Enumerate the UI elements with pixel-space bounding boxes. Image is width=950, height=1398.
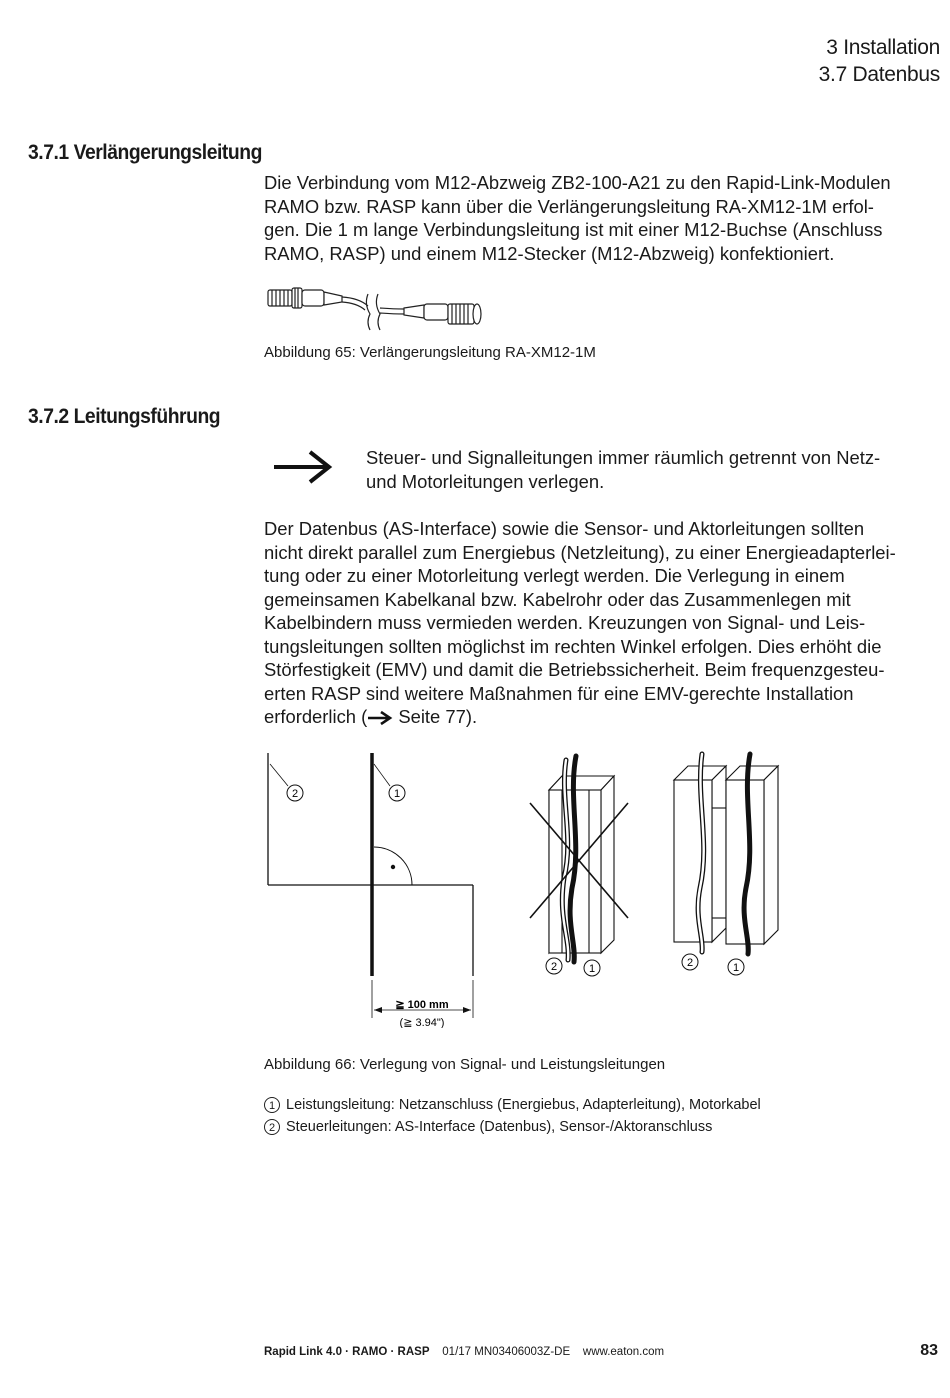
page-footer xyxy=(264,1346,664,1358)
label-2-circle-right xyxy=(682,954,698,970)
note-line: und Motorleitungen verlegen. xyxy=(366,470,605,492)
page-reference-link[interactable]: Seite 77). xyxy=(393,706,478,727)
footer-website[interactable]: www.eaton.com xyxy=(582,1346,665,1358)
legend-item-2 xyxy=(264,1117,712,1137)
paragraph-line: nicht direkt parallel zum Energiebus (Netzleitung), zu einer Energieadapterlei- xyxy=(264,541,896,563)
paragraph-line: Störfestigkeit (EMV) und damit die Betriebssicherheit. Beim frequenzgesteu- xyxy=(264,659,885,680)
paragraph-line xyxy=(264,705,940,729)
header-chapter: 3 Installation xyxy=(826,36,940,59)
paragraph-line: erten RASP sind weitere Maßnahmen für eine EMV-gerechte Installation xyxy=(264,682,854,704)
note-line: Steuer- und Signalleitungen immer räumlich getrennt von Netz- xyxy=(366,447,881,468)
label-1-circle-middle xyxy=(584,960,600,976)
svg-text:1: 1 xyxy=(393,788,401,800)
paragraph-line: RAMO, RASP) und einem M12-Stecker (M12-Abzweig) konfektioniert. xyxy=(264,242,835,264)
section-heading-3-7-1: 3.7.1 Verlängerungsleitung xyxy=(28,141,262,164)
paragraph-line: gemeinsamen Kabelkanal bzw. Kabelrohr oder das Zusammenlegen mit xyxy=(264,588,851,610)
paragraph-line: tung oder zu einer Motorleitung verlegt werden. Die Verlegung in einem xyxy=(264,565,845,586)
dimension-mm-label: ≧ 100 mm xyxy=(395,999,449,1011)
header-section: 3.7 Datenbus xyxy=(818,63,940,86)
page-reference-arrow-icon xyxy=(367,710,393,726)
label-1-circle-right xyxy=(728,959,744,975)
line-prefix: erforderlich ( xyxy=(264,706,368,727)
paragraph-line: Kabelbindern muss vermieden werden. Kreuzungen von Signal- und Leis- xyxy=(264,612,866,633)
extension-cable-illustration xyxy=(264,284,494,334)
label-2-circle-middle xyxy=(546,958,562,974)
legend-number: 2 xyxy=(264,1119,280,1135)
legend-text: Leistungsleitung: Netzanschluss (Energiebus, Adapterleitung), Motorkabel xyxy=(286,1097,761,1113)
footer-product: Rapid Link 4.0 · RAMO · RASP xyxy=(264,1346,430,1358)
paragraph-line: Die Verbindung vom M12-Abzweig ZB2-100-A21 zu den Rapid-Link-Modulen xyxy=(264,172,891,193)
section-heading-3-7-2: 3.7.2 Leitungsführung xyxy=(28,405,221,428)
footer-doc-id: 01/17 MN03406003Z-DE xyxy=(442,1346,571,1358)
label-2-circle-left xyxy=(287,785,303,801)
svg-text:2: 2 xyxy=(550,961,558,973)
svg-text:1: 1 xyxy=(732,962,740,974)
paragraph-line: tungsleitungen sollten möglichst im rechten Winkel erfolgen. Dies erhöht die xyxy=(264,635,882,657)
section-1-paragraph xyxy=(264,171,940,265)
page-number: 83 xyxy=(920,1342,938,1359)
svg-text:2: 2 xyxy=(686,957,694,969)
cable-routing-figure xyxy=(262,748,782,1028)
dimension-inch-label: (≧ 3.94") xyxy=(399,1017,445,1028)
legend-number: 1 xyxy=(264,1097,280,1113)
arrow-right-icon xyxy=(272,449,334,485)
paragraph-line: gen. Die 1 m lange Verbindungsleitung ist mit einer M12-Buchse (Anschluss xyxy=(264,219,883,240)
svg-text:1: 1 xyxy=(588,963,596,975)
label-1-circle-left xyxy=(389,785,405,801)
figure-65-caption: Abbildung 65: Verlängerungsleitung RA-XM12-1M xyxy=(264,344,596,361)
legend-item-1 xyxy=(264,1095,761,1115)
legend-text: Steuerleitungen: AS-Interface (Datenbus), Sensor-/Aktoranschluss xyxy=(286,1119,713,1135)
note-paragraph xyxy=(366,446,940,493)
paragraph-line: Der Datenbus (AS-Interface) sowie die Sensor- und Aktorleitungen sollten xyxy=(264,518,865,539)
figure-66-caption: Abbildung 66: Verlegung von Signal- und Leistungsleitungen xyxy=(264,1056,666,1073)
paragraph-line: RAMO bzw. RASP kann über die Verlängerungsleitung RA-XM12-1M erfol- xyxy=(264,195,874,217)
section-2-paragraph xyxy=(264,517,940,729)
svg-text:2: 2 xyxy=(291,788,299,800)
running-header xyxy=(819,34,940,88)
